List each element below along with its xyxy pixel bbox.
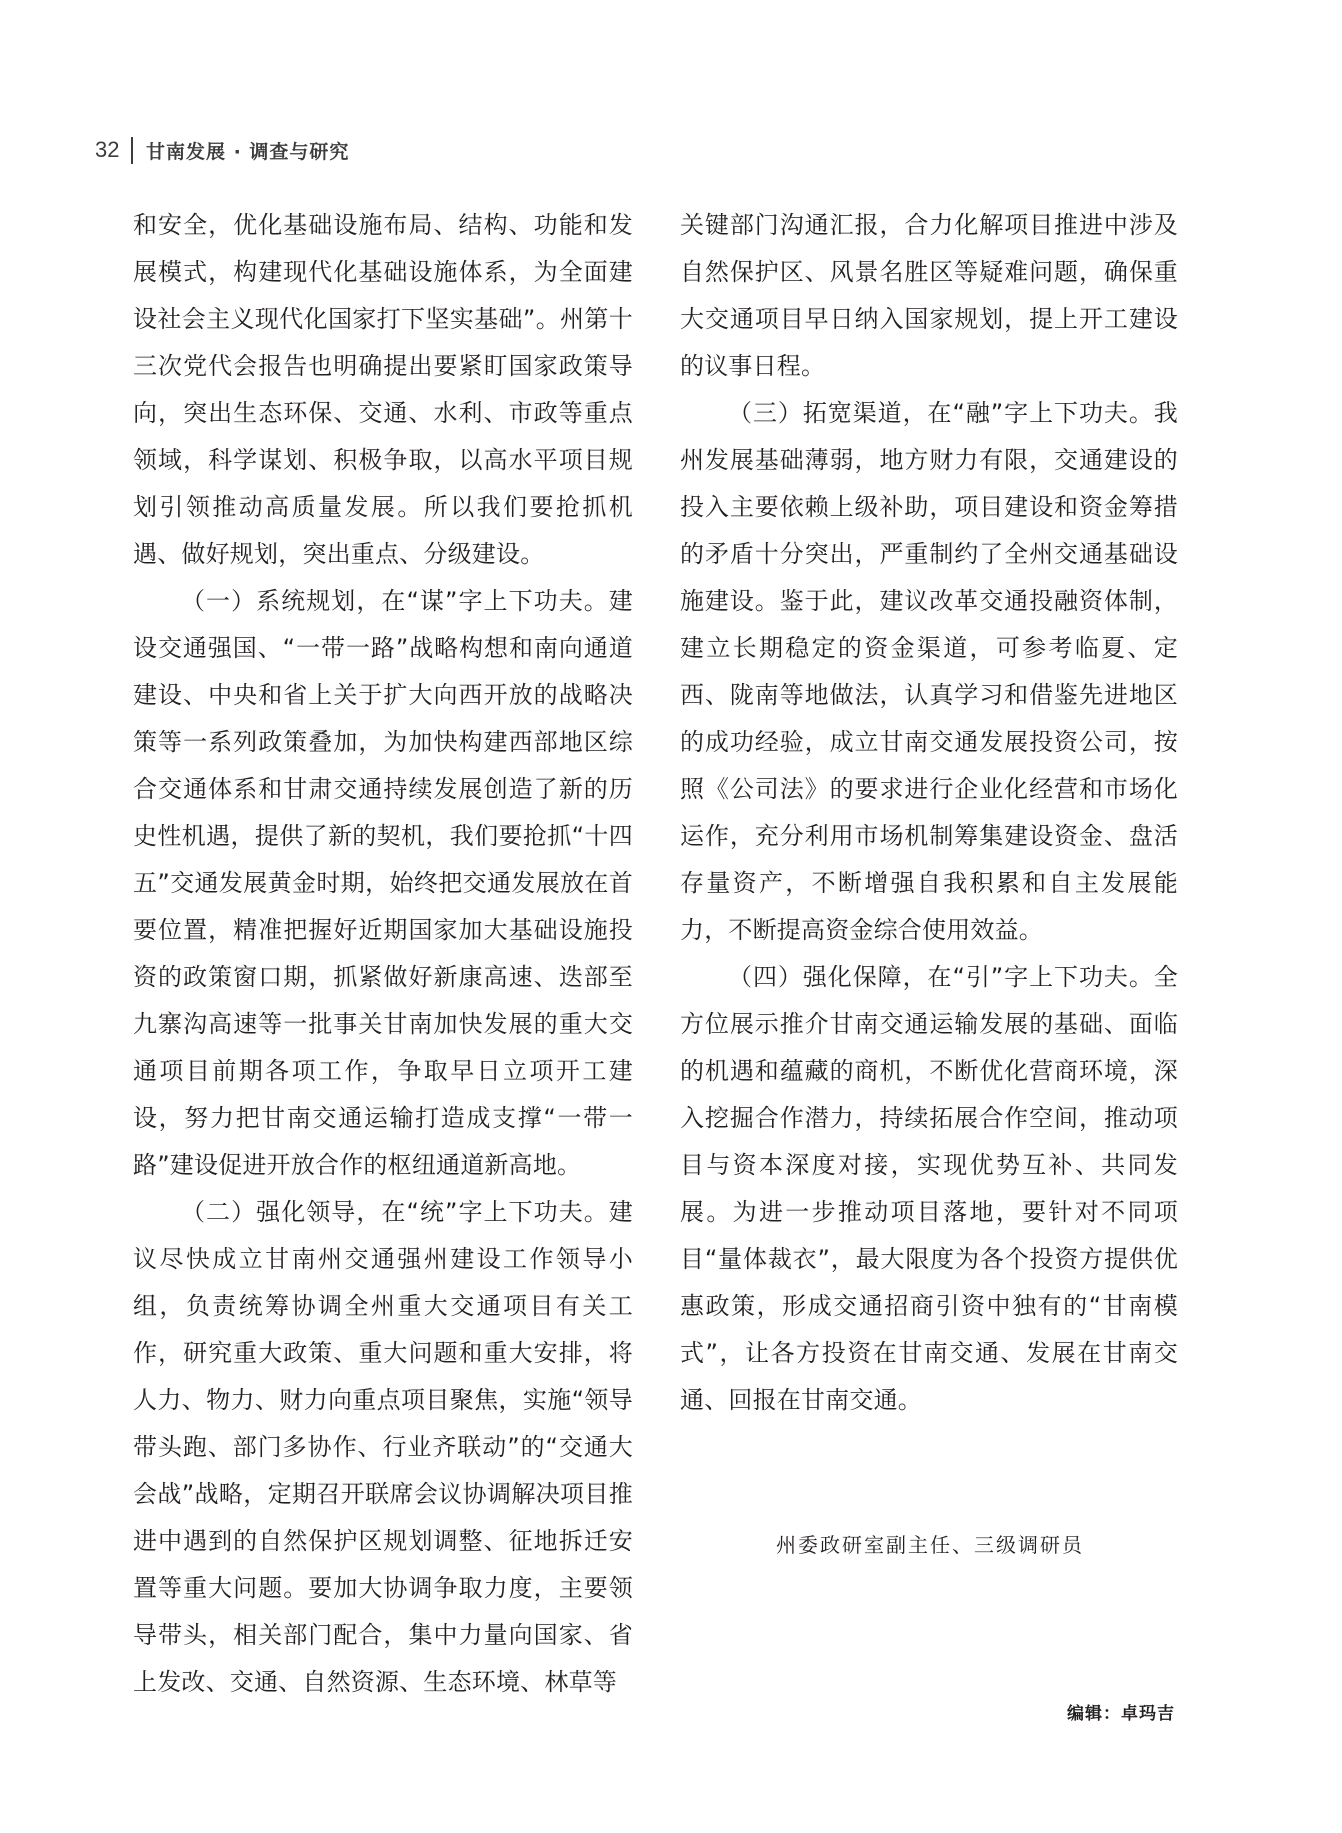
paragraph: 关键部门沟通汇报，合力化解项目推进中涉及自然保护区、风景名胜区等疑难问题，确保重大交通项目早日纳入国家规划，提上开工建设的议事日程。 (680, 211, 1178, 380)
paragraph: （三）拓宽渠道，在“融”字上下功夫。我州发展基础薄弱，地方财力有限，交通建设的投入主要依赖上级补助，项目建设和资金筹措的矛盾十分突出，严重制约了全州交通基础设施建设。鉴于此，建议改革交通投融资体制，建立长期稳定的资金渠道，可参考临夏、定西、陇南等地做法，认真学习和借鉴先进地区的成功经验，成立甘南交通发展投资公司，按照《公司法》的要求进行企业化经营和市场化运作，充分利用市场机制筹集建设资金、盘活存量资产，不断增强自我积累和自主发展能力，不断提高资金综合使用效益。 (680, 399, 1178, 944)
paragraph: （二）强化领导，在“统”字上下功夫。建议尽快成立甘南州交通强州建设工作领导小组，负责统筹协调全州重大交通项目有关工作，研究重大政策、重大问题和重大安排，将人力、物力、财力向重点项目聚焦，实施“领导带头跑、部门多协作、行业齐联动”的“交通大会战”战略，定期召开联席会议协调解决项目推进中遇到的自然保护区规划调整、征地拆迁安置等重大问题。要加大协调争取力度，主要领导带头，相关部门配合，集中力量向国家、省上发改、交通、自然资源、生态环境、林草等 (133, 1198, 633, 1696)
left-column (133, 202, 633, 1706)
paragraph: （四）强化保障，在“引”字上下功夫。全方位展示推介甘南交通运输发展的基础、面临的机遇和蕴藏的商机，不断优化营商环境，深入挖掘合作潜力，持续拓展合作空间，推动项目与资本深度对接，实现优势互补、共同发展。为进一步推动项目落地，要针对不同项目“量体裁衣”，最大限度为各个投资方提供优惠政策，形成交通招商引资中独有的“甘南模式”，让各方投资在甘南交通、发展在甘南交通、回报在甘南交通。 (680, 963, 1178, 1414)
paragraph: （一）系统规划，在“谋”字上下功夫。建设交通强国、“一带一路”战略构想和南向通道建设、中央和省上关于扩大向西开放的战略决策等一系列政策叠加，为加快构建西部地区综合交通体系和甘肃交通持续发展创造了新的历史性机遇，提供了新的契机，我们要抢抓“十四五”交通发展黄金时期，始终把交通发展放在首要位置，精准把握好近期国家加大基础设施投资的政策窗口期，抓紧做好新康高速、迭部至九寨沟高速等一批事关甘南加快发展的重大交通项目前期各项工作，争取早日立项开工建设，努力把甘南交通运输打造成支撑“一带一路”建设促进开放合作的枢纽通道新高地。 (133, 587, 633, 1179)
page-number: 32 (95, 137, 120, 162)
editor-credit: 编辑：卓玛吉 (1067, 1704, 1175, 1724)
header-divider (131, 137, 133, 164)
author-title: 州委政研室副主任、三级调研员 (776, 1533, 1084, 1557)
paragraph: 和安全，优化基础设施布局、结构、功能和发展模式，构建现代化基础设施体系，为全面建设社会主义现代化国家打下坚实基础”。州第十三次党代会报告也明确提出要紧盯国家政策导向，突出生态环保、交通、水利、市政等重点领域，科学谋划、积极争取，以高水平项目规划引领推动高质量发展。所以我们要抢抓机遇、做好规划，突出重点、分级建设。 (133, 211, 633, 568)
publication-title: 甘南发展 · 调查与研究 (145, 140, 350, 163)
right-column (680, 202, 1178, 1424)
page-header (95, 132, 349, 168)
